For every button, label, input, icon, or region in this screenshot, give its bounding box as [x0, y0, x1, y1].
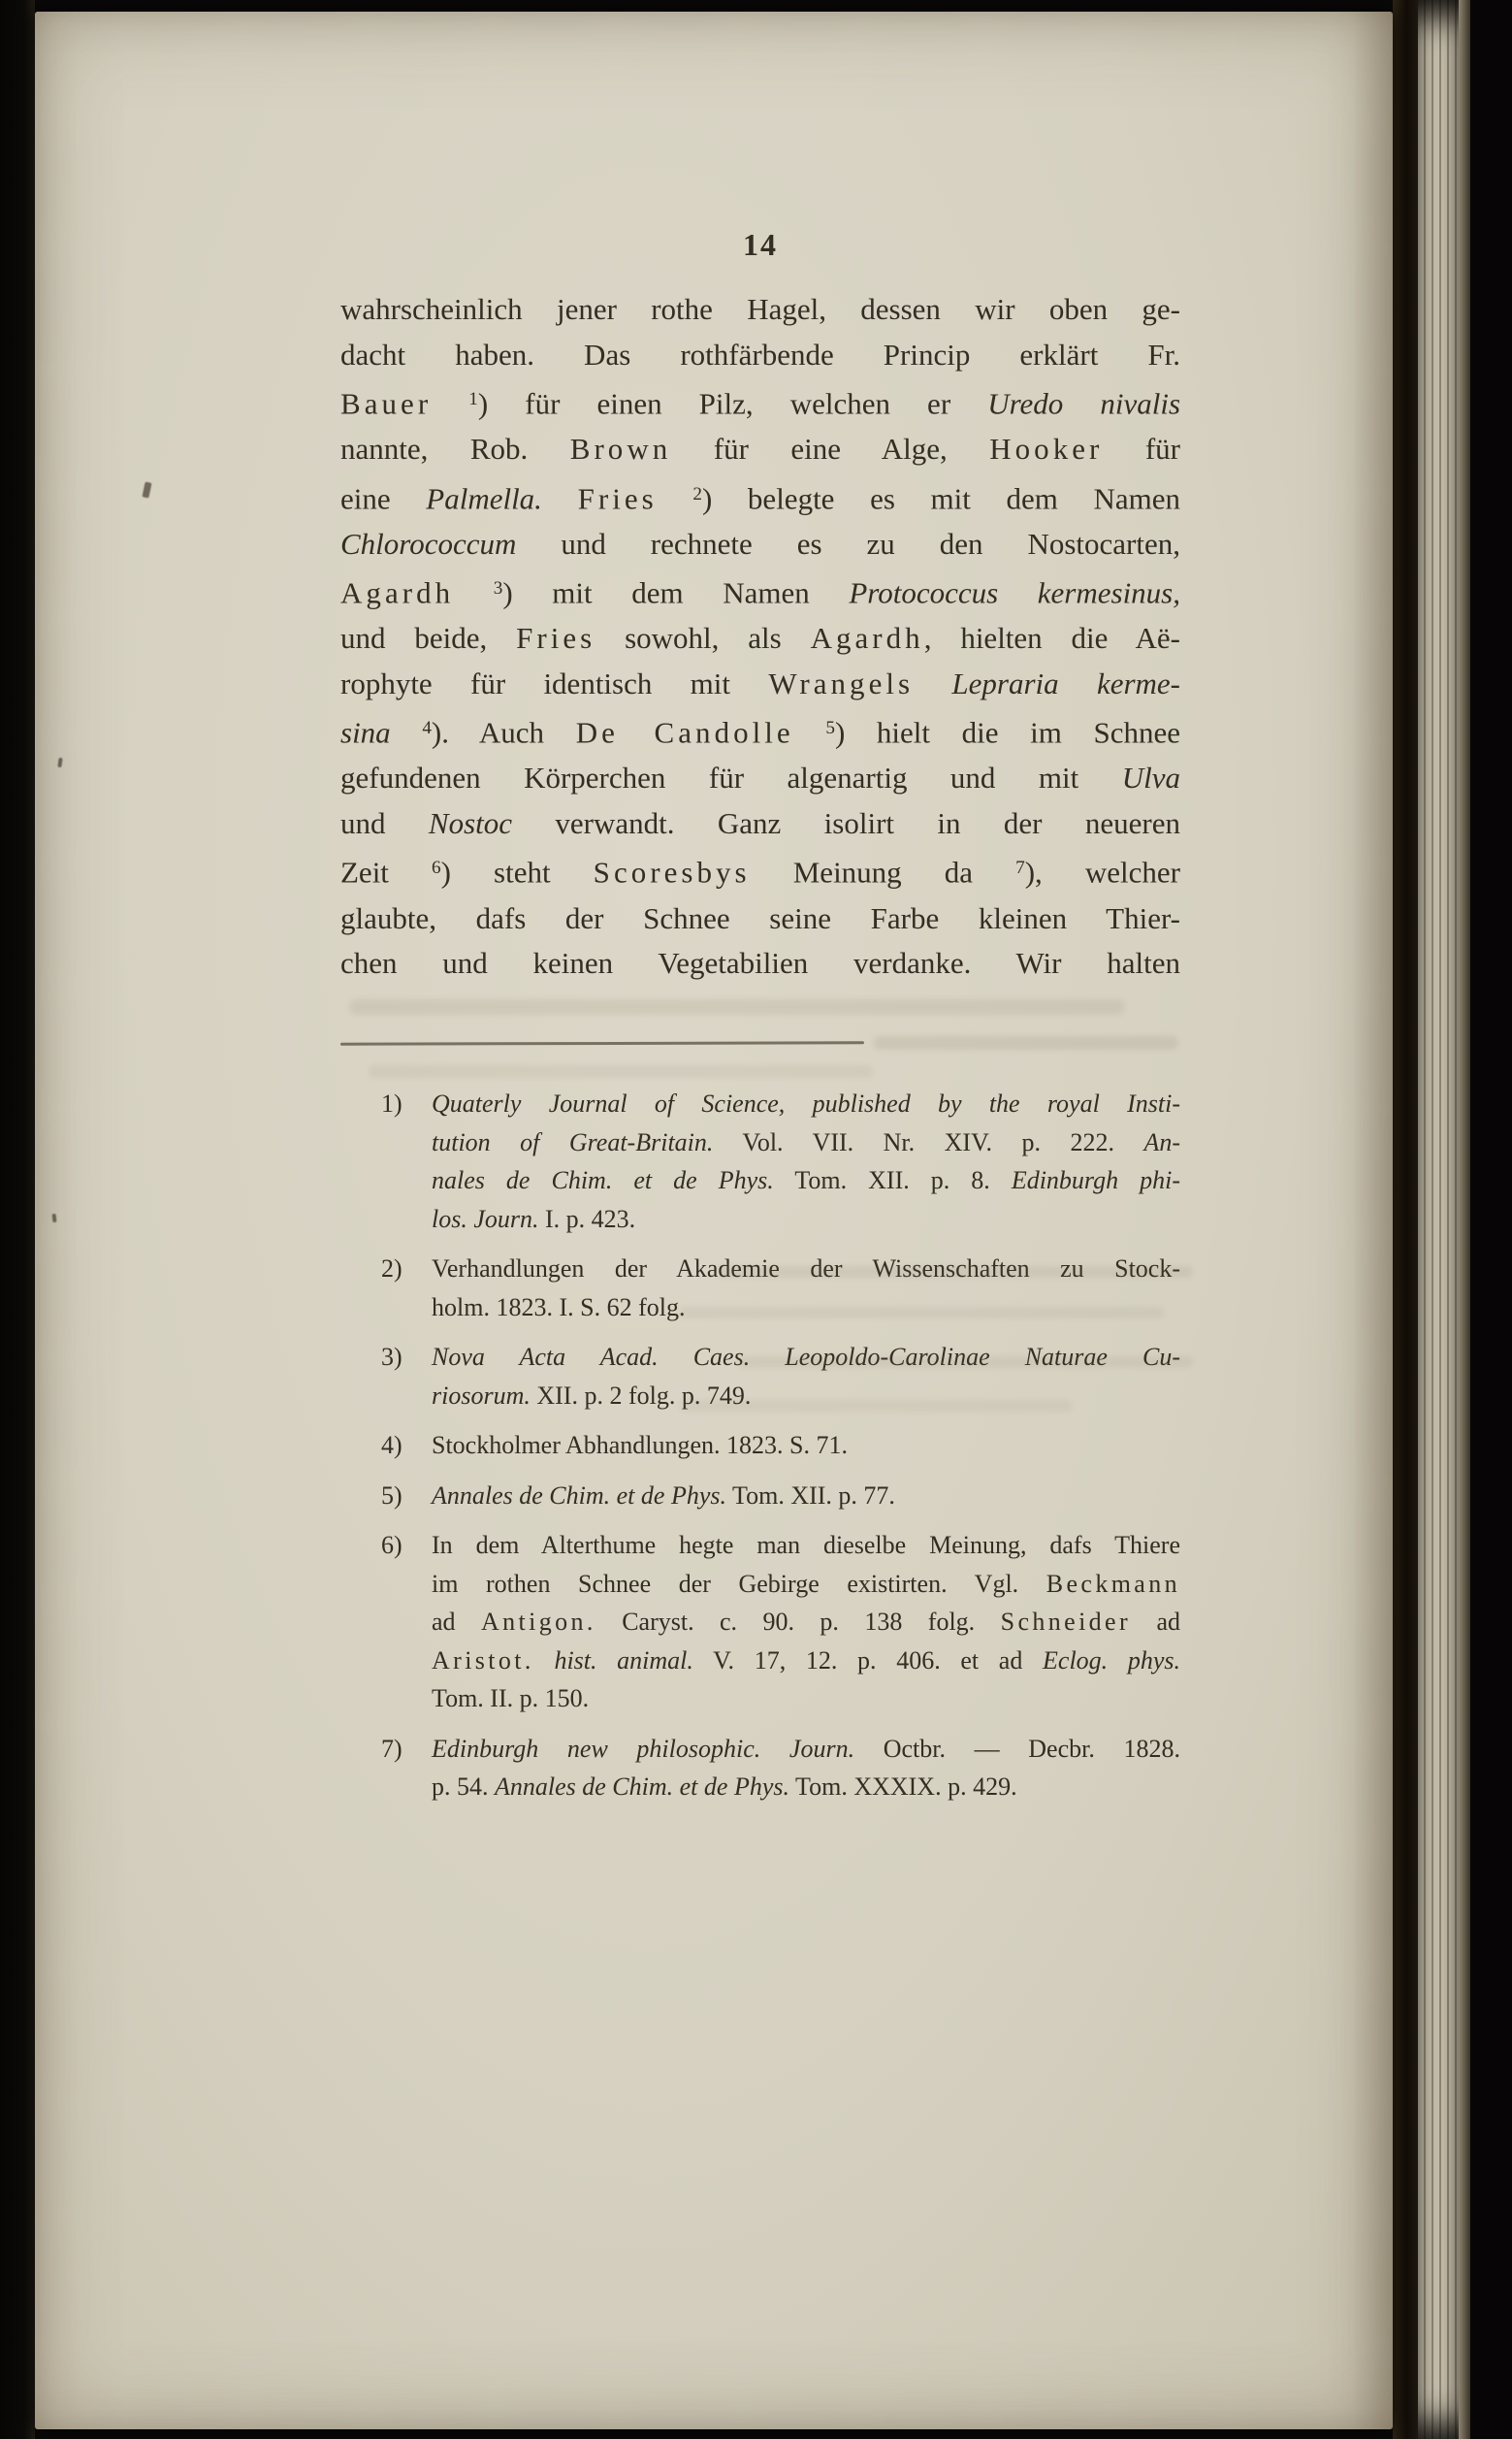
- text-segment: Agardh: [340, 575, 455, 610]
- body-line: [340, 472, 1180, 522]
- text-segment: gefundenen Körperchen für algenartig und mit: [340, 761, 1122, 796]
- text-segment: Uredo nivalis: [987, 386, 1181, 421]
- footnote-reference: 2: [692, 483, 702, 504]
- body-line: [340, 333, 1180, 378]
- footnote: [381, 1730, 1180, 1806]
- text-segment: eine: [340, 481, 427, 516]
- text-segment: Chlorococcum: [340, 526, 517, 561]
- text-segment: riosorum.: [432, 1381, 531, 1410]
- text-segment: Protococcus kermesinus,: [849, 575, 1180, 610]
- body-line: [340, 896, 1180, 942]
- text-segment: Quaterly Journal of Science, published by the royal Insti-: [432, 1089, 1180, 1118]
- bleedthrough-mark: [369, 1065, 873, 1078]
- text-segment: Tom. XXXIX. p. 429.: [789, 1772, 1017, 1801]
- body-line: [340, 427, 1180, 472]
- body-line: [340, 377, 1180, 427]
- body-line: [340, 801, 1180, 847]
- text-segment: [658, 481, 693, 515]
- body-line: [340, 522, 1180, 568]
- body-line: [340, 756, 1180, 801]
- text-segment: Aristot.: [432, 1645, 534, 1675]
- text-segment: hist. animal.: [554, 1645, 693, 1675]
- body-line: [340, 846, 1180, 895]
- footnote-line: [432, 1123, 1180, 1162]
- text-segment: [432, 387, 468, 421]
- text-segment: im rothen Schnee der Gebirge existirten. Vgl.: [432, 1569, 1046, 1598]
- text-segment: Stockholmer Abhandlungen. 1823. S. 71.: [432, 1431, 848, 1459]
- bleedthrough-mark: [349, 999, 1125, 1015]
- text-segment: Tom. XII. p. 77.: [726, 1480, 895, 1510]
- text-segment: Hooker: [989, 432, 1104, 467]
- body-line: [340, 616, 1180, 662]
- text-segment: Agardh: [810, 621, 924, 656]
- footnote-line: [432, 1679, 1180, 1718]
- text-segment: Lepraria kerme-: [951, 666, 1181, 700]
- text-segment: chen und keinen Vegetabilien verdanke. Wir halten: [340, 946, 1180, 981]
- text-segment: Eclog. phys.: [1043, 1645, 1181, 1675]
- footnote-content: [432, 1730, 1180, 1806]
- footnote-marker: 7): [381, 1734, 402, 1763]
- text-segment: ), welcher: [1024, 856, 1180, 891]
- text-segment: verwandt. Ganz isolirt in der neueren: [512, 805, 1180, 840]
- text-segment: und rechnete es zu den Nostocarten,: [516, 526, 1180, 561]
- footnote-marker: 5): [381, 1480, 402, 1510]
- footnote-content: [432, 1085, 1180, 1238]
- text-segment: für eine Alge,: [671, 432, 990, 467]
- footnote-line: [432, 1603, 1180, 1642]
- footnotes: [381, 1085, 1180, 1818]
- ink-speck: [57, 758, 62, 767]
- footnote-reference: 4: [422, 718, 432, 739]
- footnote-line: [432, 1085, 1180, 1123]
- text-segment: Edinburgh phi-: [1011, 1166, 1180, 1194]
- text-segment: ) belegte es mit dem Namen: [701, 481, 1181, 516]
- text-segment: Wrangels: [768, 666, 915, 700]
- text-segment: Beckmann: [1046, 1569, 1180, 1598]
- footnote: [381, 1526, 1180, 1718]
- text-segment: [794, 716, 826, 750]
- text-segment: Fries: [577, 481, 658, 516]
- stacked-page-edges-shadow: [1459, 0, 1470, 2439]
- footnote-line: [432, 1730, 1180, 1769]
- text-segment: dacht haben. Das rothfärbende Princip erklärt Fr.: [340, 337, 1180, 372]
- text-segment: [391, 716, 423, 750]
- body-line: [340, 287, 1180, 333]
- footnote-separator: [340, 1041, 864, 1045]
- footnote-line: [432, 1642, 1180, 1680]
- text-segment: ) hielt die im Schnee: [834, 715, 1180, 750]
- footnote-line: [432, 1565, 1180, 1604]
- text-segment: glaubte, dafs der Schnee seine Farbe kleinen Thier-: [340, 900, 1180, 935]
- text-segment: sowohl, als: [595, 621, 811, 656]
- text-segment: [914, 667, 951, 700]
- footnote-marker: 6): [381, 1531, 402, 1559]
- footnote-line: [432, 1477, 1180, 1515]
- text-segment: Annales de Chim. et de Phys.: [432, 1480, 726, 1510]
- text-segment: Caryst. c. 90. p. 138 folg.: [595, 1608, 1001, 1636]
- text-segment: ). Auch: [431, 715, 576, 750]
- text-segment: sina: [340, 715, 391, 750]
- footnote-marker: 2): [381, 1254, 402, 1283]
- body-line: [340, 706, 1180, 756]
- text-segment: [454, 576, 494, 610]
- bleedthrough-mark: [679, 1307, 1164, 1318]
- text-segment: holm. 1823. I. S. 62 folg.: [432, 1292, 686, 1321]
- book-gutter-shadow: [1393, 0, 1418, 2439]
- text-segment: Nostoc: [428, 805, 513, 840]
- footnote-content: [432, 1477, 1180, 1515]
- text-segment: Brown: [569, 432, 672, 467]
- ink-speck: [52, 1214, 57, 1222]
- footnote-line: [432, 1768, 1180, 1806]
- footnote-line: [432, 1426, 1180, 1465]
- text-segment: Nova Acta Acad. Caes. Leopoldo-Carolinae Naturae Cu-: [432, 1343, 1180, 1371]
- bleedthrough-mark: [679, 1400, 1072, 1412]
- text-segment: Palmella.: [426, 481, 542, 516]
- text-segment: Fries: [516, 621, 596, 656]
- text-segment: Ulva: [1121, 761, 1180, 796]
- text-segment: Meinung da: [750, 856, 1016, 891]
- text-segment: XII. p. 2 folg. p. 749.: [530, 1381, 752, 1410]
- footnote-marker: 4): [381, 1431, 402, 1459]
- text-segment: I. p. 423.: [538, 1204, 636, 1233]
- bleedthrough-mark: [718, 1266, 1193, 1278]
- body-line: [340, 662, 1180, 707]
- text-segment: ) steht: [440, 856, 594, 891]
- text-segment: Bauer: [340, 386, 433, 421]
- text-segment: nannte, Rob.: [340, 432, 570, 467]
- text-segment: Schneider: [1000, 1608, 1132, 1636]
- body-line: [340, 567, 1180, 616]
- text-segment: Annales de Chim. et de Phys.: [495, 1772, 789, 1801]
- text-segment: V. 17, 12. p. 406. et ad: [692, 1645, 1044, 1675]
- footnote-marker: 3): [381, 1343, 402, 1371]
- text-segment: , hielten die Aë-: [923, 621, 1181, 656]
- text-segment: Verhandlungen der Akademie der Wissenschaften zu Stock-: [432, 1254, 1180, 1283]
- footnote-line: [432, 1161, 1180, 1200]
- text-segment: und: [340, 805, 429, 840]
- footnote-content: [432, 1426, 1180, 1465]
- text-segment: Octbr. — Decbr. 1828.: [854, 1734, 1181, 1763]
- footnote-marker: 1): [381, 1089, 402, 1118]
- footnote: [381, 1085, 1180, 1238]
- text-segment: und beide,: [340, 621, 517, 656]
- text-segment: ) mit dem Namen: [502, 575, 850, 610]
- book-left-margin: [0, 0, 35, 2439]
- text-segment: nales de Chim. et de Phys.: [432, 1166, 774, 1194]
- text-segment: Tom. XII. p. 8.: [773, 1166, 1012, 1194]
- text-segment: [542, 481, 578, 515]
- body-text: [340, 287, 1180, 987]
- bleedthrough-mark: [737, 1356, 1193, 1368]
- stacked-page-edges: [1418, 0, 1459, 2439]
- paper-page: [35, 12, 1393, 2429]
- footnote-reference: 6: [432, 858, 441, 879]
- body-line: [340, 941, 1180, 987]
- book-right-margin: [1470, 0, 1512, 2439]
- footnote-reference: 7: [1015, 858, 1025, 879]
- text-segment: Vol. VII. Nr. XIV. p. 222.: [713, 1127, 1144, 1156]
- text-segment: ) für einen Pilz, welchen er: [477, 386, 988, 421]
- text-segment: ad: [432, 1608, 481, 1636]
- footnote-line: [432, 1526, 1180, 1565]
- text-segment: [534, 1646, 555, 1675]
- text-segment: An-: [1143, 1127, 1180, 1156]
- text-segment: Scoresbys: [593, 856, 751, 891]
- text-segment: ad: [1131, 1608, 1180, 1636]
- ink-speck: [142, 481, 151, 498]
- page-number: 14: [743, 227, 778, 262]
- text-segment: De Candolle: [575, 715, 794, 750]
- footnote-reference: 3: [493, 578, 503, 600]
- text-segment: In dem Alterthume hegte man dieselbe Meinung, dafs Thiere: [432, 1531, 1180, 1559]
- text-segment: los. Journ.: [432, 1204, 539, 1233]
- text-segment: Tom. II. p. 150.: [432, 1684, 590, 1712]
- footnote-line: [432, 1200, 1180, 1239]
- text-segment: rophyte für identisch mit: [340, 666, 769, 700]
- footnote-reference: 1: [468, 389, 478, 409]
- footnote-content: [432, 1526, 1180, 1718]
- text-segment: Zeit: [340, 856, 433, 891]
- text-segment: Antigon.: [480, 1608, 596, 1636]
- footnote-reference: 5: [825, 718, 835, 739]
- footnote: [381, 1477, 1180, 1515]
- bleedthrough-mark: [873, 1036, 1178, 1050]
- text-segment: für: [1103, 432, 1181, 467]
- text-segment: wahrscheinlich jener rothe Hagel, dessen wir oben ge-: [340, 292, 1180, 326]
- text-segment: p. 54.: [432, 1772, 495, 1801]
- footnote: [381, 1426, 1180, 1465]
- text-segment: tution of Great-Britain.: [432, 1127, 714, 1156]
- text-segment: Edinburgh new philosophic. Journ.: [432, 1734, 855, 1763]
